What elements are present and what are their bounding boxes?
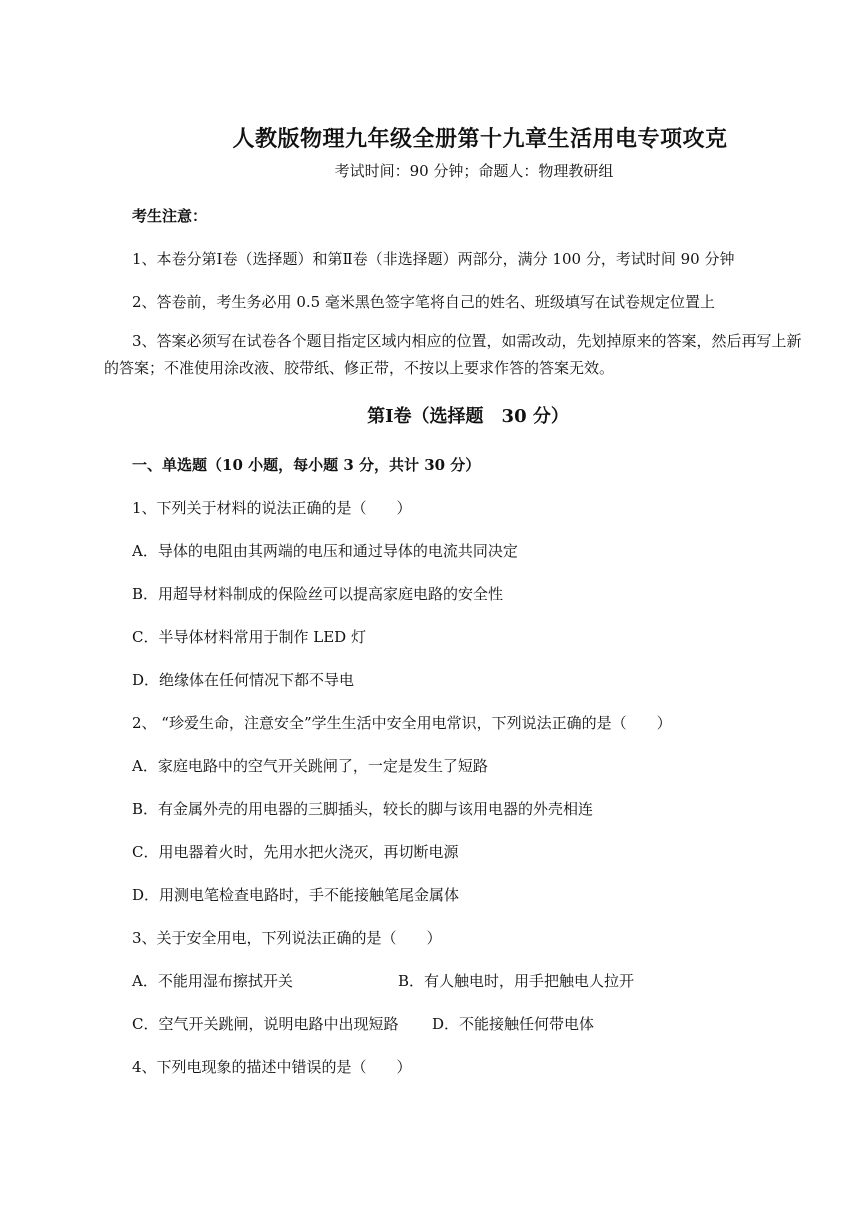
question-option: B．有金属外壳的用电器的三脚插头，较长的脚与该用电器的外壳相连: [132, 800, 594, 818]
question-option: A．导体的电阻由其两端的电压和通过导体的电流共同决定: [132, 542, 518, 560]
notice-item: 1、本卷分第Ⅰ卷（选择题）和第Ⅱ卷（非选择题）两部分，满分 100 分，考试时间 90 分钟: [132, 250, 735, 268]
question-option: A．家庭电路中的空气开关跳闸了，一定是发生了短路: [132, 757, 488, 775]
question-stem: 1、下列关于材料的说法正确的是（ ）: [132, 499, 412, 517]
question-option: C．空气开关跳闸，说明电路中出现短路: [132, 1015, 399, 1033]
notice-heading: 考生注意：: [132, 207, 208, 225]
notice-item: 3、答案必须写在试卷各个题目指定区域内相应的位置，如需改动，先划掉原来的答案，然后再写上新的答案；不准使用涂改液、胶带纸、修正带，不按以上要求作答的答案无效。: [104, 332, 802, 377]
question-option: C．半导体材料常用于制作 LED 灯: [132, 628, 366, 646]
exam-info: 考试时间：90 分钟；命题人：物理教研组: [334, 162, 614, 180]
notice-item: 2、答卷前，考生务必用 0.5 毫米黑色签字笔将自己的姓名、班级填写在试卷规定位置上: [132, 293, 715, 311]
question-option: D．不能接触任何带电体: [432, 1015, 595, 1033]
question-option: D．用测电笔检查电路时，手不能接触笔尾金属体: [132, 886, 460, 904]
page-title: 人教版物理九年级全册第十九章生活用电专项攻克: [232, 126, 728, 152]
question-option: C．用电器着火时，先用水把火浇灭，再切断电源: [132, 843, 459, 861]
question-option: D．绝缘体在任何情况下都不导电: [132, 671, 355, 689]
part-heading: 第Ⅰ卷（选择题 30 分）: [367, 406, 569, 427]
question-option: B．有人触电时，用手把触电人拉开: [398, 972, 635, 990]
question-option: A．不能用湿布擦拭开关: [132, 972, 293, 990]
question-stem: 2、 “珍爱生命，注意安全”学生生活中安全用电常识，下列说法正确的是（ ）: [132, 714, 672, 732]
section-heading: 一、单选题（10 小题，每小题 3 分，共计 30 分）: [132, 456, 481, 474]
question-stem: 4、下列电现象的描述中错误的是（ ）: [132, 1058, 412, 1076]
question-option: B．用超导材料制成的保险丝可以提高家庭电路的安全性: [132, 585, 504, 603]
question-stem: 3、关于安全用电，下列说法正确的是（ ）: [132, 929, 442, 947]
